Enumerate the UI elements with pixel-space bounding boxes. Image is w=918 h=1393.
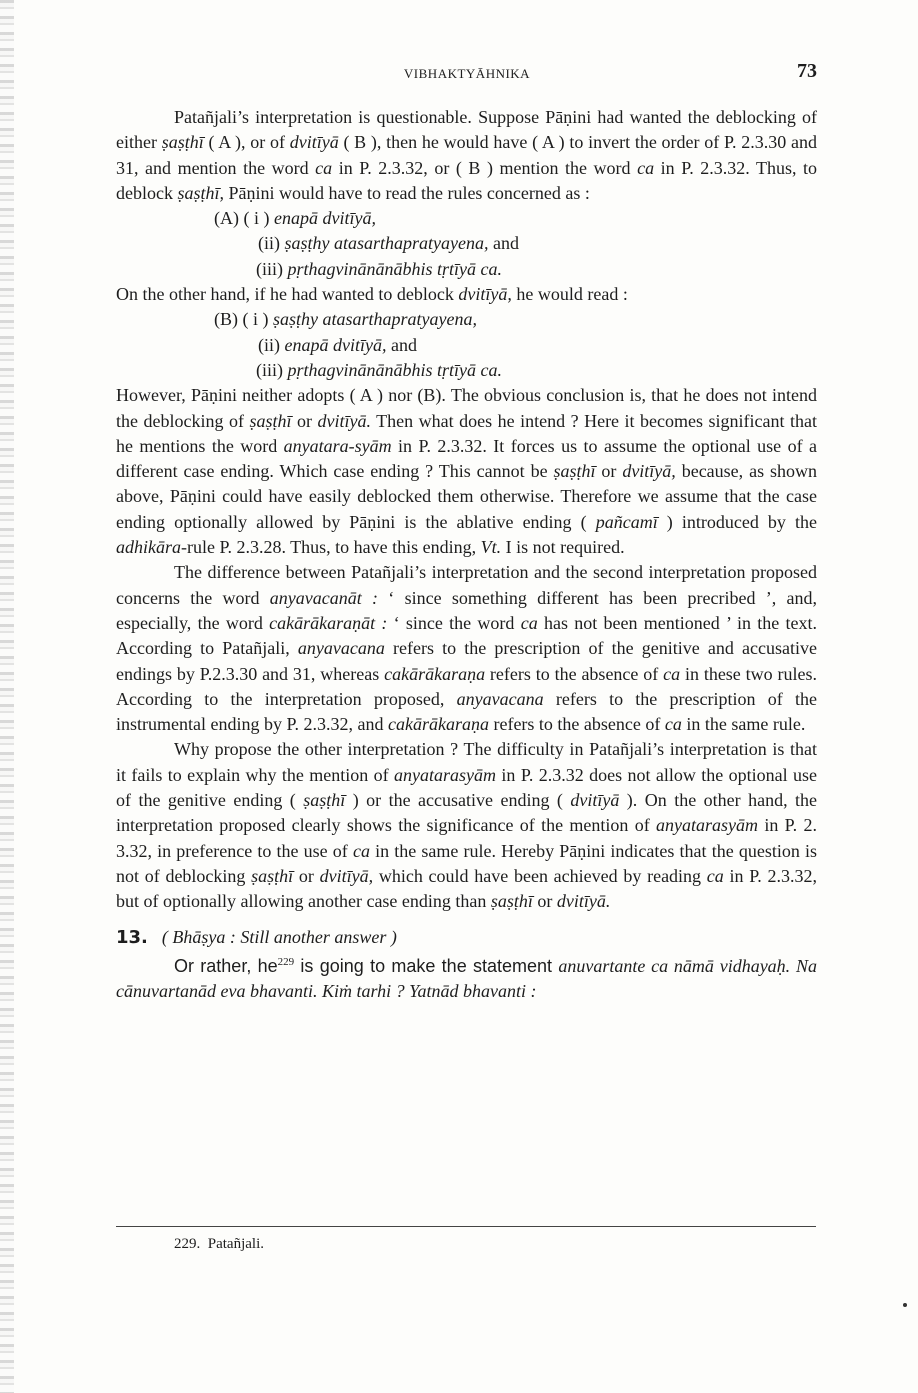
scanned-page-edge: [0, 0, 14, 1393]
paragraph-2: On the other hand, if he had wanted to deblock dvitīyā, he would read :: [116, 284, 628, 305]
running-title: VIBHAKTYĀHNIKA: [403, 66, 531, 81]
section-title: ( Bhāṣya : Still another answer ): [161, 926, 397, 947]
paragraph-4: The difference between Patañjali’s interpretation and the second interpretation proposed concerns the word anyavacanāt : ‘ since something different has been precribed ’, and, especially, the word cakārākaraṇāt : ‘ since the word ca has not been mentioned ’ in the text. According to Patañjali, anyavacana refers to the prescription of the genitive and accusative endings by P.2.3.30 and 31, whereas cakārākaraṇa refers to the absence of ca in these two rules. According to the interpretation proposed, anyavacana refers to the prescription of the instrumental ending by P. 2.3.32, and cakārākaraṇa refers to the absence of ca in the same rule.: [116, 562, 818, 735]
list-item: (iii) pṛthagvinānānābhis tṛtīyā ca.: [256, 359, 502, 380]
page-number: 73: [797, 60, 817, 82]
paragraph-5: Why propose the other interpretation ? The difficulty in Patañjali’s interpretation is that it fails to explain why the mention of anyatarasyām in P. 2.3.32 does not allow the optional use of the genitive ending ( ṣaṣṭhī ) or the accusative ending ( dvitīyā ). On the other hand, the interpretation proposed clearly shows the significance of the mention of anyatarasyām in P. 2. 3.32, in preference to the use of ca in the same rule. Hereby Pāṇini indicates that the question is not of deblocking ṣaṣṭhī or dvitīyā, which could have been achieved by reading ca in P. 2.3.32, but of optionally allowing another case ending than ṣaṣṭhī or dvitīyā.: [116, 739, 818, 912]
section-number: 13.: [116, 926, 148, 948]
footnote-ref: 229: [277, 955, 295, 968]
footnote: 229. Patañjali.: [174, 1236, 264, 1252]
list-item: (ii) enapā dvitīyā, and: [258, 334, 417, 355]
section-heading: [116, 925, 817, 950]
footnote-divider: [116, 1226, 816, 1227]
list-item: (ii) ṣaṣṭhy atasarthapratyayena, and: [258, 233, 519, 254]
list-item: (B) ( i ) ṣaṣṭhy atasarthapratyayena,: [214, 309, 477, 330]
list-item: (A) ( i ) enapā dvitīyā,: [214, 208, 376, 229]
rule-list-a: [116, 206, 817, 282]
paragraph-1: Patañjali’s interpretation is questionable. Suppose Pāṇini had wanted the deblocking of either ṣaṣṭhī ( A ), or of dvitīyā ( B ), then he would have ( A ) to invert the order of P. 2.3.30 and 31, and mention the word ca in P. 2.3.32, or ( B ) mention the word ca in P. 2.3.32. Thus, to deblock ṣaṣṭhī, Pāṇini would have to read the rules concerned as :: [116, 107, 818, 203]
paragraph-3: However, Pāṇini neither adopts ( A ) nor (B). The obvious conclusion is, that he does not intend the deblocking of ṣaṣṭhī or dvitīyā. Then what does he intend ? Here it becomes significant that he mentions the word anyatara-syām in P. 2.3.32. It forces us to assume the optional use of a different case ending. Which case ending ? This cannot be ṣaṣṭhī or dvitīyā, because, as shown above, Pāṇini could have easily deblocked them otherwise. Therefore we assume that the case ending optionally allowed by Pāṇini is the ablative ending ( pañcamī ) introduced by the adhikāra-rule P. 2.3.28. Thus, to have this ending, Vt. I is not required.: [116, 385, 817, 558]
paragraph-6: Or rather, $he^{229}$ is going to make the statement anuvartante ca nāmā vidhayaḥ. Na cānuvartanād eva bhavanti. Kiṁ tarhi ? Yatnād bhavanti :: [116, 955, 817, 1002]
scan-speck: [903, 1303, 907, 1307]
list-item: (iii) pṛthagvinānānābhis tṛtīyā ca.: [256, 258, 502, 279]
page-body: [116, 105, 817, 1004]
page-header: [117, 60, 817, 88]
rule-list-b: [116, 307, 817, 383]
